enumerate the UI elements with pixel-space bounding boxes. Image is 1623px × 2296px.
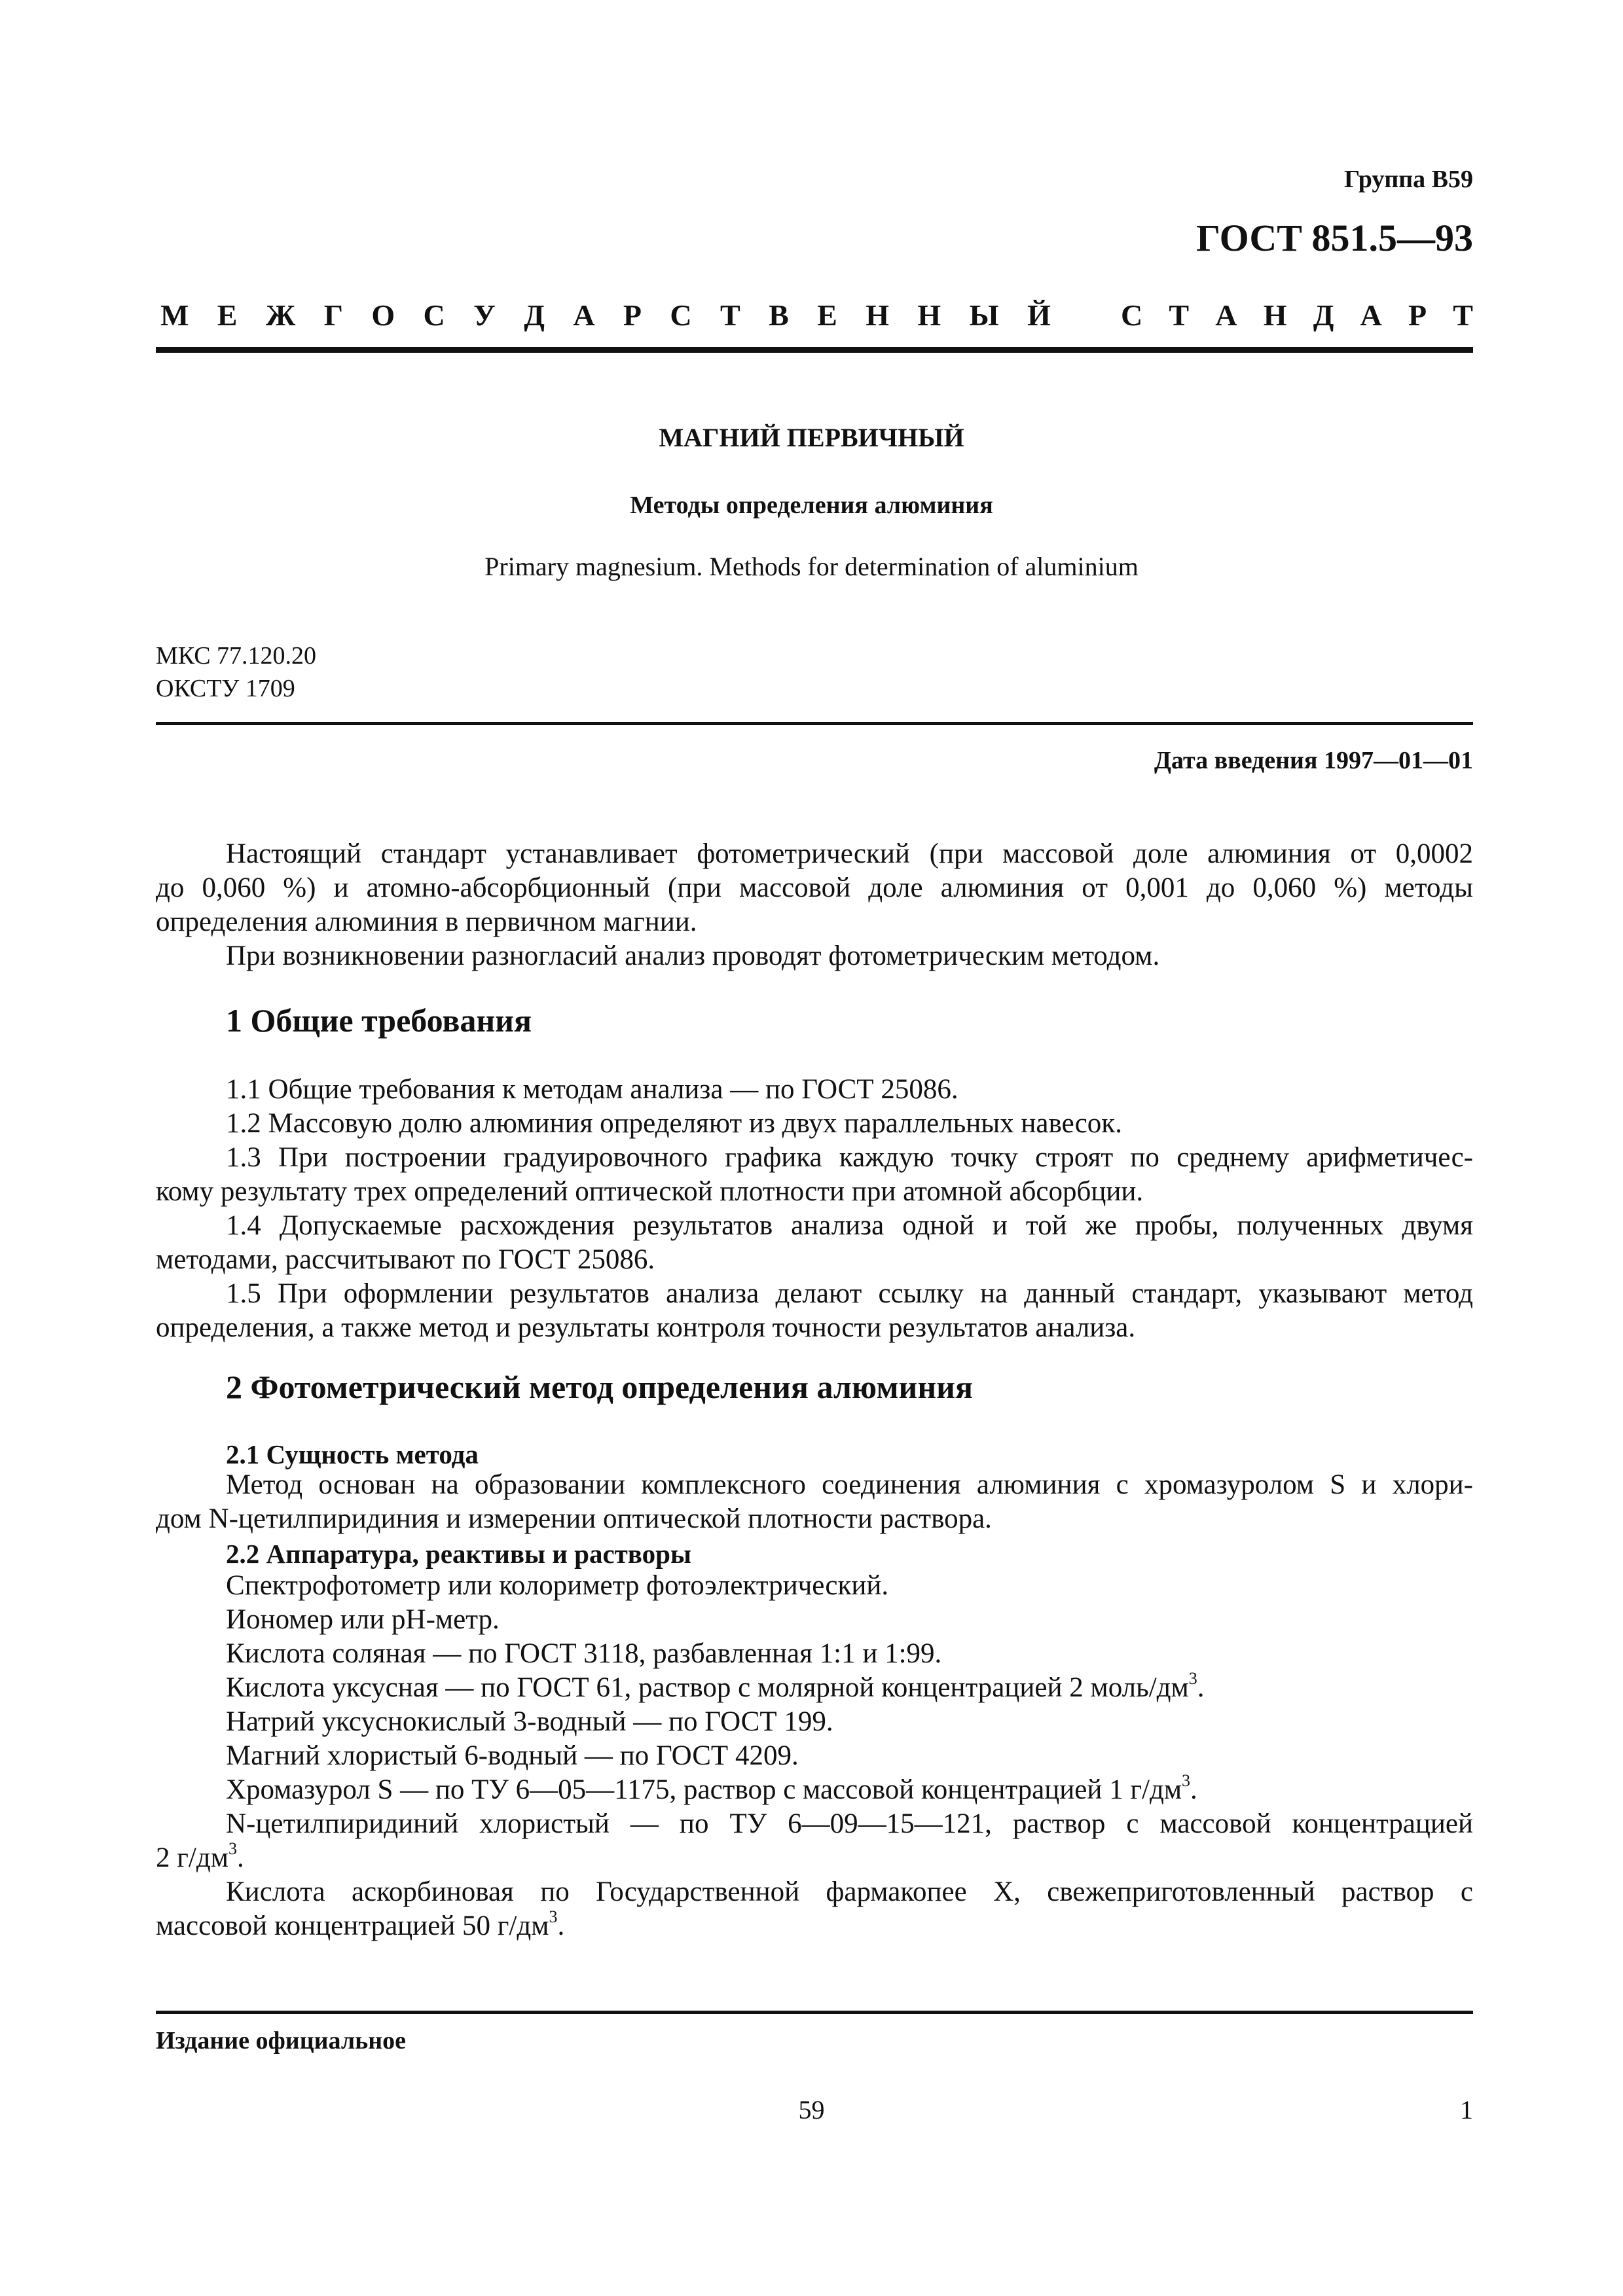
reagent-acetic-acid-text: Кислота уксусная — по ГОСТ 61, раствор с молярной концентрацией 2 моль/дм — [226, 1672, 1189, 1703]
standard-type-right-letter: А — [1215, 298, 1237, 332]
reagent-hydrochloric-acid: Кислота соляная — по ГОСТ 3118, разбавленная 1:1 и 1:99. — [226, 1638, 942, 1669]
page-number-right: 1 — [1460, 2095, 1473, 2125]
clause-2-1-line-2: дом N-цетилпиридиния и измерении оптической плотности раствора. — [156, 1503, 992, 1534]
reagent-ascorbic-acid-line-1: Кислота аскорбиновая по Государственной фармакопее X, свежеприготовленный раствор с — [226, 1876, 1473, 1907]
standard-type-right-letter: Т — [1453, 298, 1473, 332]
reagent-ionomer: Иономер или pH-метр. — [226, 1604, 500, 1635]
standard-type-right-letter: Д — [1313, 298, 1334, 332]
clause-1-4-line-2: методами, рассчитывают по ГОСТ 25086. — [156, 1244, 655, 1275]
superscript: 3 — [549, 1907, 558, 1926]
intro-line-2: до 0,060 %) и атомно-абсорбционный (при массовой доле алюминия от 0,001 до 0,060 %) методы — [156, 872, 1473, 903]
intro-line-3: определения алюминия в первичном магнии. — [156, 906, 697, 937]
reagent-magnesium-chloride: Магний хлористый 6-водный — по ГОСТ 4209. — [226, 1740, 799, 1771]
standard-type-left-letter: О — [371, 298, 395, 332]
standard-type-left-letter: А — [573, 298, 595, 332]
reagent-ascorbic-acid-line-2 — [156, 1907, 1473, 1943]
standard-type-left-letter: С — [670, 298, 692, 332]
standard-type-left-letter: Р — [623, 298, 642, 332]
intro-line-1: Настоящий стандарт устанавливает фотометрический (при массовой доле алюминия от 0,0002 — [226, 838, 1473, 869]
standard-type-left-letter: Н — [866, 298, 889, 332]
section-1-heading: 1 Общие требования — [226, 1002, 532, 1039]
header-rule — [156, 347, 1473, 353]
reagent-cetylpyridinium-text: 2 г/дм — [156, 1842, 228, 1873]
standard-type-left-letter: В — [769, 298, 789, 332]
standard-type-right — [1121, 298, 1473, 332]
standard-type-left-letter: Д — [524, 298, 545, 332]
page-number-center: 59 — [798, 2095, 825, 2125]
clause-1-5-line-2: определения, а также метод и результаты контроля точности результатов анализа. — [156, 1312, 1136, 1343]
standard-type-left-letter: Ы — [969, 298, 999, 332]
clause-2-1-line-1: Метод основан на образовании комплексного соединения алюминия с хромазуролом S и хлори- — [226, 1469, 1473, 1500]
clause-2-1-heading: 2.1 Сущность метода — [226, 1439, 479, 1469]
reagent-cetylpyridinium-line-2 — [156, 1839, 1473, 1874]
clause-1-3-line-1: 1.3 При построении градуировочного графика каждую точку строят по среднему арифметичес- — [226, 1142, 1473, 1173]
standard-type-left-letter: М — [160, 298, 189, 332]
group-code: Группа В59 — [1343, 166, 1473, 193]
clause-1-3-line-2: кому результату трех определений оптической плотности при атомной абсорбции. — [156, 1176, 1144, 1207]
standard-type-left-letter: Т — [720, 298, 740, 332]
period: . — [557, 1910, 565, 1941]
standard-type-left-letter: Е — [817, 298, 837, 332]
superscript: 3 — [228, 1839, 237, 1858]
standard-type-left-letter: Е — [217, 298, 238, 332]
clause-1-2: 1.2 Массовую долю алюминия определяют из двух параллельных навесок. — [226, 1108, 1122, 1139]
standard-type-left-letter: С — [423, 298, 445, 332]
superscript: 3 — [1188, 1668, 1197, 1688]
clause-1-5-line-1: 1.5 При оформлении результатов анализа делают ссылку на данный стандарт, указывают метод — [226, 1278, 1473, 1309]
section-2-heading: 2 Фотометрический метод определения алюминия — [226, 1369, 974, 1405]
clause-2-2-heading: 2.2 Аппаратура, реактивы и растворы — [226, 1539, 691, 1569]
okstu-code: ОКСТУ 1709 — [156, 675, 295, 702]
standard-type-left-letter: Й — [1027, 298, 1051, 332]
document-subtitle: Методы определения алюминия — [630, 492, 993, 519]
superscript: 3 — [1182, 1770, 1191, 1790]
standard-type-right-letter: Н — [1263, 298, 1287, 332]
period: . — [1197, 1672, 1205, 1703]
reagent-acetic-acid — [156, 1668, 1473, 1704]
reagent-sodium-acetate: Натрий уксуснокислый 3-водный — по ГОСТ 199. — [226, 1706, 833, 1737]
standard-type-left-letter: Н — [917, 298, 941, 332]
mks-code: МКС 77.120.20 — [156, 642, 317, 670]
reagent-chromazurol — [156, 1770, 1473, 1806]
standard-type-left-letter: Ж — [265, 298, 296, 332]
reagent-ascorbic-acid-text: массовой концентрацией 50 г/дм — [156, 1910, 549, 1941]
standard-type-left-letter: Г — [323, 298, 343, 332]
period: . — [236, 1842, 244, 1873]
official-edition-label: Издание официальное — [156, 2027, 407, 2054]
standard-type-right-letter: Т — [1169, 298, 1190, 332]
clause-1-4-line-1: 1.4 Допускаемые расхождения результатов анализа одной и той же пробы, полученных двумя — [226, 1210, 1473, 1241]
footer-rule — [156, 2011, 1473, 2014]
reagent-cetylpyridinium-line-1: N-цетилпиридиний хлористый — по ТУ 6—09—15—121, раствор с массовой концентрацией — [226, 1808, 1473, 1839]
document-title: МАГНИЙ ПЕРВИЧНЫЙ — [659, 423, 964, 452]
period: . — [1190, 1774, 1197, 1805]
standard-type-right-letter: А — [1360, 298, 1382, 332]
clause-1-1: 1.1 Общие требования к методам анализа — по ГОСТ 25086. — [226, 1074, 958, 1105]
standard-type-right-letter: С — [1121, 298, 1143, 332]
standard-number: ГОСТ 851.5—93 — [1196, 217, 1473, 259]
introduction-date: Дата введения 1997—01—01 — [1154, 747, 1473, 774]
reagent-chromazurol-text: Хромазурол S — по ТУ 6—05—1175, раствор с массовой концентрацией 1 г/дм — [226, 1774, 1182, 1805]
reagent-spectrophotometer: Спектрофотометр или колориметр фотоэлектрический. — [226, 1570, 889, 1601]
standard-type-right-letter: Р — [1408, 298, 1427, 332]
classification-rule — [156, 722, 1473, 725]
intro-line-4: При возникновении разногласий анализ проводят фотометрическим методом. — [226, 941, 1160, 971]
standard-type-left-letter: У — [473, 298, 496, 332]
english-title: Primary magnesium. Methods for determination of aluminium — [484, 552, 1139, 581]
standard-type-left — [160, 298, 1051, 332]
